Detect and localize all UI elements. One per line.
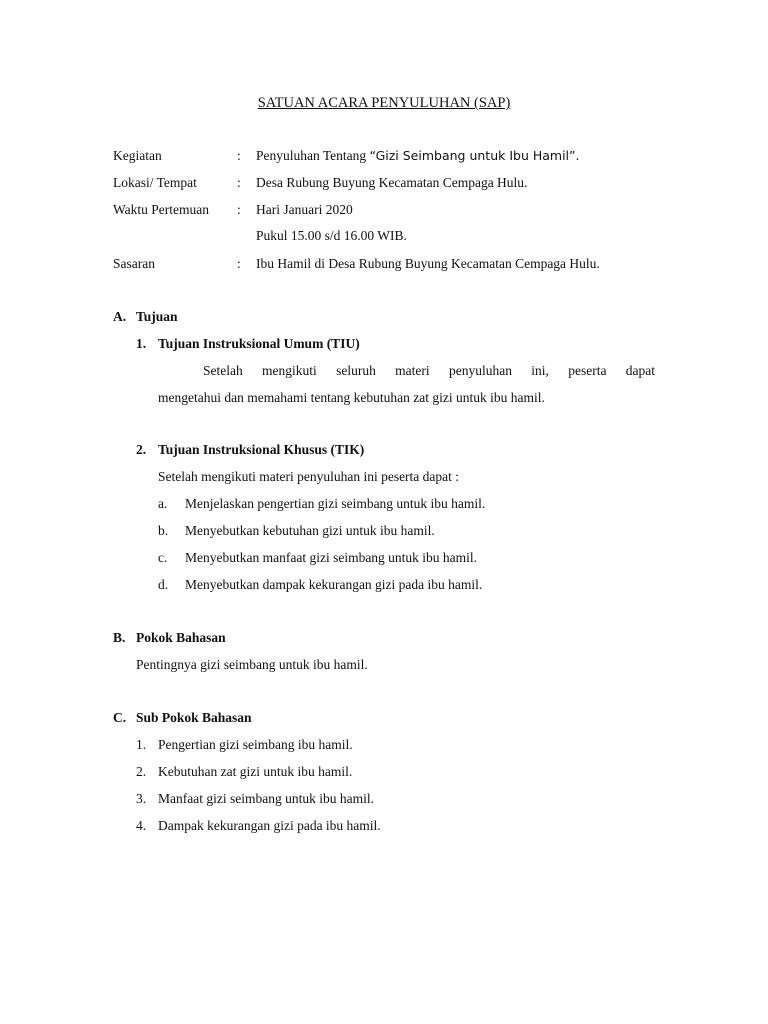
- document-title: SATUAN ACARA PENYULUHAN (SAP): [257, 95, 511, 111]
- tik-item-text: Menyebutkan kebutuhan gizi untuk ibu hamil.: [185, 523, 435, 538]
- section-a-heading: Tujuan: [136, 309, 178, 324]
- kegiatan-value-prefix: Penyuluhan Tentang: [256, 148, 370, 163]
- waktu-value-line1: Hari Januari 2020: [256, 202, 353, 217]
- sub-item-marker: 1.: [136, 737, 147, 752]
- sub-item-text: Kebutuhan zat gizi untuk ibu hamil.: [158, 764, 353, 779]
- lokasi-colon: :: [237, 175, 241, 190]
- tik-item-marker: a.: [158, 496, 168, 511]
- tiu-heading: Tujuan Instruksional Umum (TIU): [158, 336, 360, 351]
- sub-item-marker: 4.: [136, 818, 147, 833]
- waktu-colon: :: [237, 202, 241, 217]
- sub-item-text: Dampak kekurangan gizi pada ibu hamil.: [158, 818, 381, 833]
- section-b-marker: B.: [113, 630, 126, 645]
- lokasi-value: Desa Rubung Buyung Kecamatan Cempaga Hulu.: [256, 175, 528, 190]
- waktu-label: Waktu Pertemuan: [113, 202, 210, 217]
- section-c-heading: Sub Pokok Bahasan: [136, 710, 252, 725]
- section-a-marker: A.: [113, 309, 127, 324]
- sasaran-value: Ibu Hamil di Desa Rubung Buyung Kecamatan Cempaga Hulu.: [256, 256, 600, 271]
- section-b-text: Pentingnya gizi seimbang untuk ibu hamil.: [136, 657, 368, 672]
- tik-item-marker: b.: [158, 523, 169, 538]
- section-b-heading: Pokok Bahasan: [136, 630, 226, 645]
- sasaran-label: Sasaran: [113, 256, 155, 271]
- section-c-marker: C.: [113, 710, 127, 725]
- sub-item-marker: 3.: [136, 791, 147, 806]
- tiu-number: 1.: [136, 336, 147, 351]
- kegiatan-label: Kegiatan: [113, 148, 162, 163]
- tik-item-marker: d.: [158, 577, 169, 592]
- tik-item-text: Menyebutkan manfaat gizi seimbang untuk ibu hamil.: [185, 550, 478, 565]
- tiu-paragraph-line2: mengetahui dan memahami tentang kebutuhan zat gizi untuk ibu hamil.: [158, 390, 545, 405]
- tik-heading: Tujuan Instruksional Khusus (TIK): [158, 442, 365, 457]
- waktu-value-line2: Pukul 15.00 s/d 16.00 WIB.: [256, 228, 407, 243]
- tik-item-marker: c.: [158, 550, 168, 565]
- tik-number: 2.: [136, 442, 147, 457]
- sasaran-colon: :: [237, 256, 241, 271]
- sub-item-text: Pengertian gizi seimbang ibu hamil.: [158, 737, 353, 752]
- kegiatan-colon: :: [237, 148, 241, 163]
- lokasi-label: Lokasi/ Tempat: [113, 175, 197, 190]
- tik-intro: Setelah mengikuti materi penyuluhan ini peserta dapat :: [158, 469, 460, 484]
- kegiatan-value-topic: “Gizi Seimbang untuk Ibu Hamil”.: [369, 148, 580, 163]
- sub-item-text: Manfaat gizi seimbang untuk ibu hamil.: [158, 791, 374, 806]
- kegiatan-value: [256, 149, 579, 163]
- sub-item-marker: 2.: [136, 764, 147, 779]
- tik-item-text: Menyebutkan dampak kekurangan gizi pada ibu hamil.: [185, 577, 483, 592]
- tiu-paragraph-line1: Setelah mengikuti seluruh materi penyuluhan ini, peserta dapat: [203, 363, 655, 378]
- tik-item-text: Menjelaskan pengertian gizi seimbang untuk ibu hamil.: [185, 496, 486, 511]
